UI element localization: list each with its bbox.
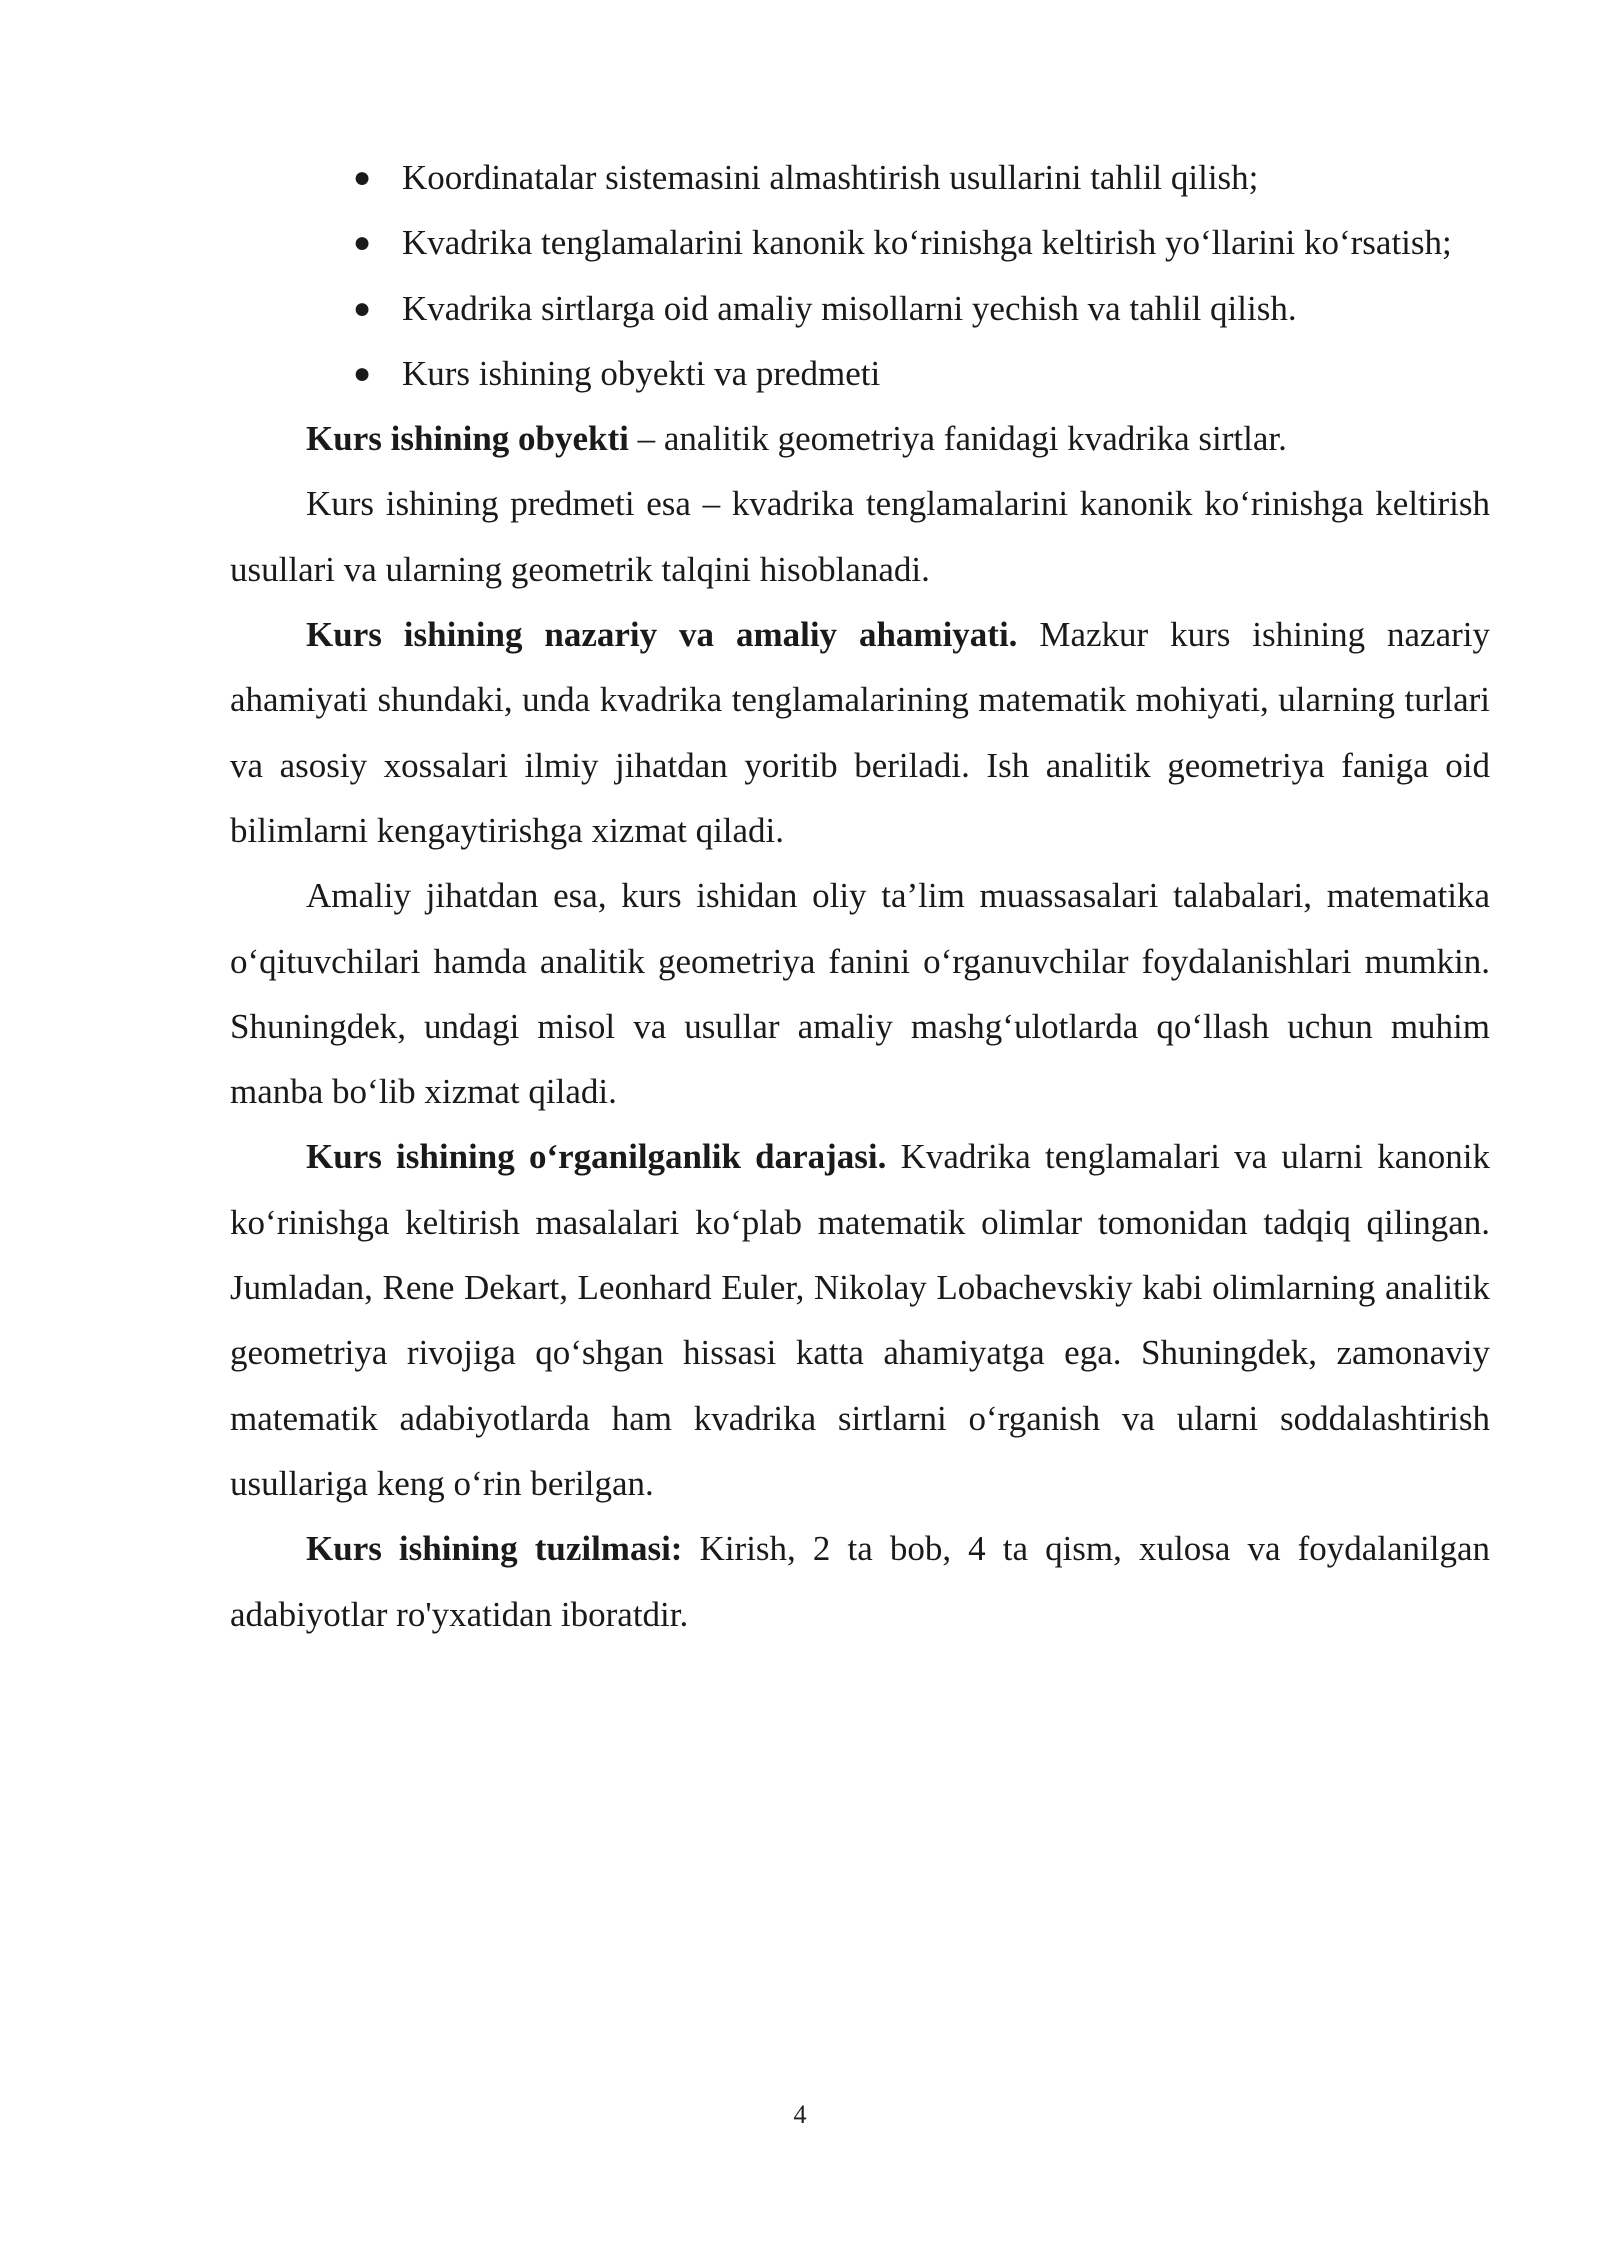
document-page	[230, 145, 1490, 1647]
bullet-text: Koordinatalar sistemasini almashtirish usullarini tahlil qilish;	[402, 158, 1259, 197]
paragraph-heading: Kurs ishining o‘rganilganlik darajasi.	[306, 1137, 887, 1177]
paragraph-body: Mazkur kurs ishining nazariy ahamiyati shundaki, unda kvadrika tenglamalarining matematik mohiyati, ularning turlari va asosiy xossalari ilmiy jihatdan yoritib beriladi. Ish analitik geometriya faniga oid bilimlarni kengaytirishga xizmat qiladi.	[230, 615, 1490, 850]
paragraph-significance	[230, 602, 1490, 863]
paragraph-body: – analitik geometriya fanidagi kvadrika sirtlar.	[628, 419, 1287, 459]
paragraph-object	[230, 406, 1490, 471]
bullet-text: Kvadrika tenglamalarini kanonik ko‘rinishga keltirish yo‘llarini ko‘rsatish;	[402, 223, 1452, 263]
paragraph-research-level	[230, 1124, 1490, 1516]
bullet-item	[230, 210, 1490, 275]
bullet-icon: ●	[353, 161, 372, 194]
paragraph-subject	[230, 471, 1490, 602]
bullet-icon: ●	[353, 356, 372, 390]
paragraph-body: Kirish, 2 ta bob, 4 ta qism, xulosa va foydalanilgan adabiyotlar ro'yxatidan iboratdir.	[230, 1529, 1490, 1634]
paragraph-body: Amaliy jihatdan esa, kurs ishidan oliy ta’lim muassasalari talabalari, matematika o‘qituvchilari hamda analitik geometriya fanini o‘rganuvchilar foydalanishlari mumkin. Shuningdek, undagi misol va usullar amaliy mashg‘ulotlarda qo‘llash uchun muhim manba bo‘lib xizmat qiladi.	[230, 876, 1490, 1112]
bullet-icon: ●	[353, 226, 372, 260]
bullet-text: Kvadrika sirtlarga oid amaliy misollarni yechish va tahlil qilish.	[402, 288, 1297, 328]
paragraph-structure	[230, 1516, 1490, 1647]
bullet-item	[230, 145, 1490, 210]
bullet-item	[230, 276, 1490, 341]
bullet-icon: ●	[353, 291, 372, 325]
paragraph-heading: Kurs ishining obyekti	[306, 419, 629, 459]
paragraph-heading: Kurs ishining nazariy va amaliy ahamiyati.	[306, 615, 1018, 655]
paragraph-body: Kurs ishining predmeti esa – kvadrika tenglamalarini kanonik ko‘rinishga keltirish usullari va ularning geometrik talqini hisoblanadi.	[230, 484, 1490, 589]
paragraph-body: Kvadrika tenglamalari va ularni kanonik ko‘rinishga keltirish masalalari ko‘plab matematik olimlar tomonidan tadqiq qilingan. Jumladan, Rene Dekart, Leonhard Euler, Nikolay Lobachevskiy kabi olimlarning analitik geometriya rivojiga qo‘shgan hissasi katta ahamiyatga ega. Shuningdek, zamonaviy matematik adabiyotlarda ham kvadrika sirtlarni o‘rganish va ularni soddalashtirish usullariga keng o‘rin berilgan.	[230, 1137, 1490, 1503]
paragraph-practical	[230, 863, 1490, 1124]
goals-bullet-list	[230, 145, 1490, 406]
bullet-item	[230, 341, 1490, 406]
bullet-text: Kurs ishining obyekti va predmeti	[402, 353, 881, 393]
page-number: 4	[793, 2100, 807, 2129]
paragraph-heading: Kurs ishining tuzilmasi:	[306, 1529, 683, 1569]
